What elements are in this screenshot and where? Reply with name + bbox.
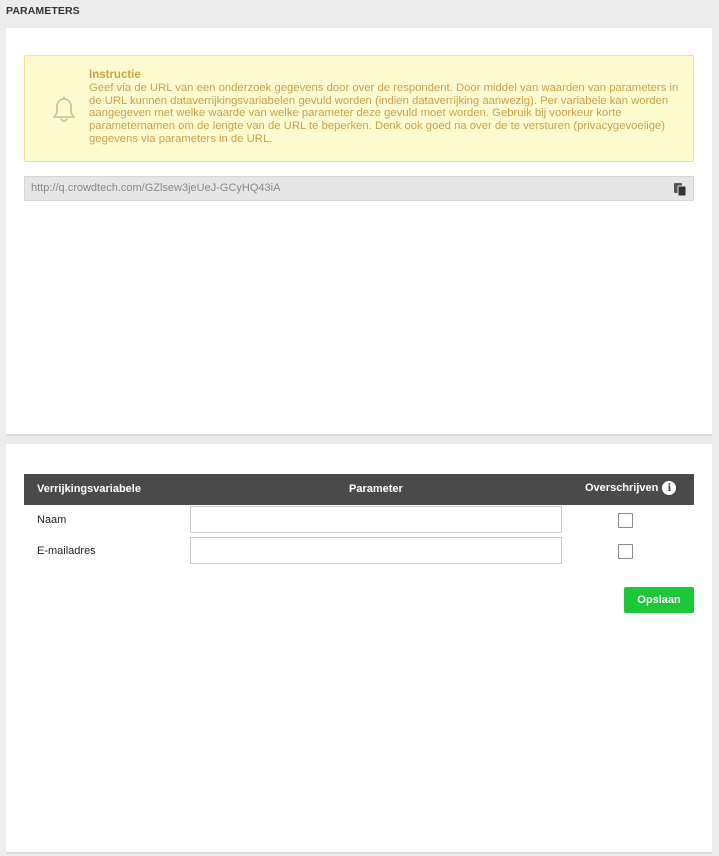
survey-url-field[interactable] — [24, 176, 694, 201]
row-label: Naam — [37, 514, 67, 526]
copy-icon[interactable] — [673, 182, 687, 196]
survey-url-text: http://q.crowdtech.com/GZlsew3jeUeJ-GCyHQ43iA — [31, 182, 281, 194]
header-overwrite — [585, 481, 676, 495]
page-title: PARAMETERS — [6, 5, 80, 17]
parameters-panel — [6, 28, 712, 436]
parameter-input-email[interactable] — [190, 537, 562, 564]
row-label: E-mailadres — [37, 545, 96, 557]
table-row — [24, 506, 694, 534]
parameter-input-naam[interactable] — [190, 506, 562, 533]
instruction-title: Instructie — [89, 69, 141, 81]
instruction-box — [24, 55, 694, 162]
table-header — [24, 474, 694, 505]
enrichment-panel — [6, 444, 712, 854]
header-overwrite-label: Overschrijven — [585, 482, 659, 494]
instruction-text: Geef via de URL van een onderzoek gegevens door over de respondent. Door middel van waarden van parameters in de URL kunnen dataverrijkingsvariabelen gevuld worden (indien dataverrijking aanwezig). Per variabele kan worden aangegeven met welke waarde van welke parameter deze gevuld moet worden. Gebruik bij voorkeur korte parameternamen om de lengte van de URL te beperken. Denk ook goed na over de te versturen (privacygevoelige) gegevens via parameters in de URL. — [89, 82, 679, 145]
header-variable: Verrijkingsvariabele — [37, 483, 141, 495]
save-button[interactable]: Opslaan — [624, 587, 694, 613]
overwrite-checkbox-email[interactable] — [618, 544, 633, 559]
overwrite-checkbox-naam[interactable] — [618, 513, 633, 528]
info-icon[interactable]: i — [662, 481, 676, 495]
table-row — [24, 537, 694, 565]
header-parameter: Parameter — [349, 483, 403, 495]
bell-icon — [51, 96, 77, 124]
